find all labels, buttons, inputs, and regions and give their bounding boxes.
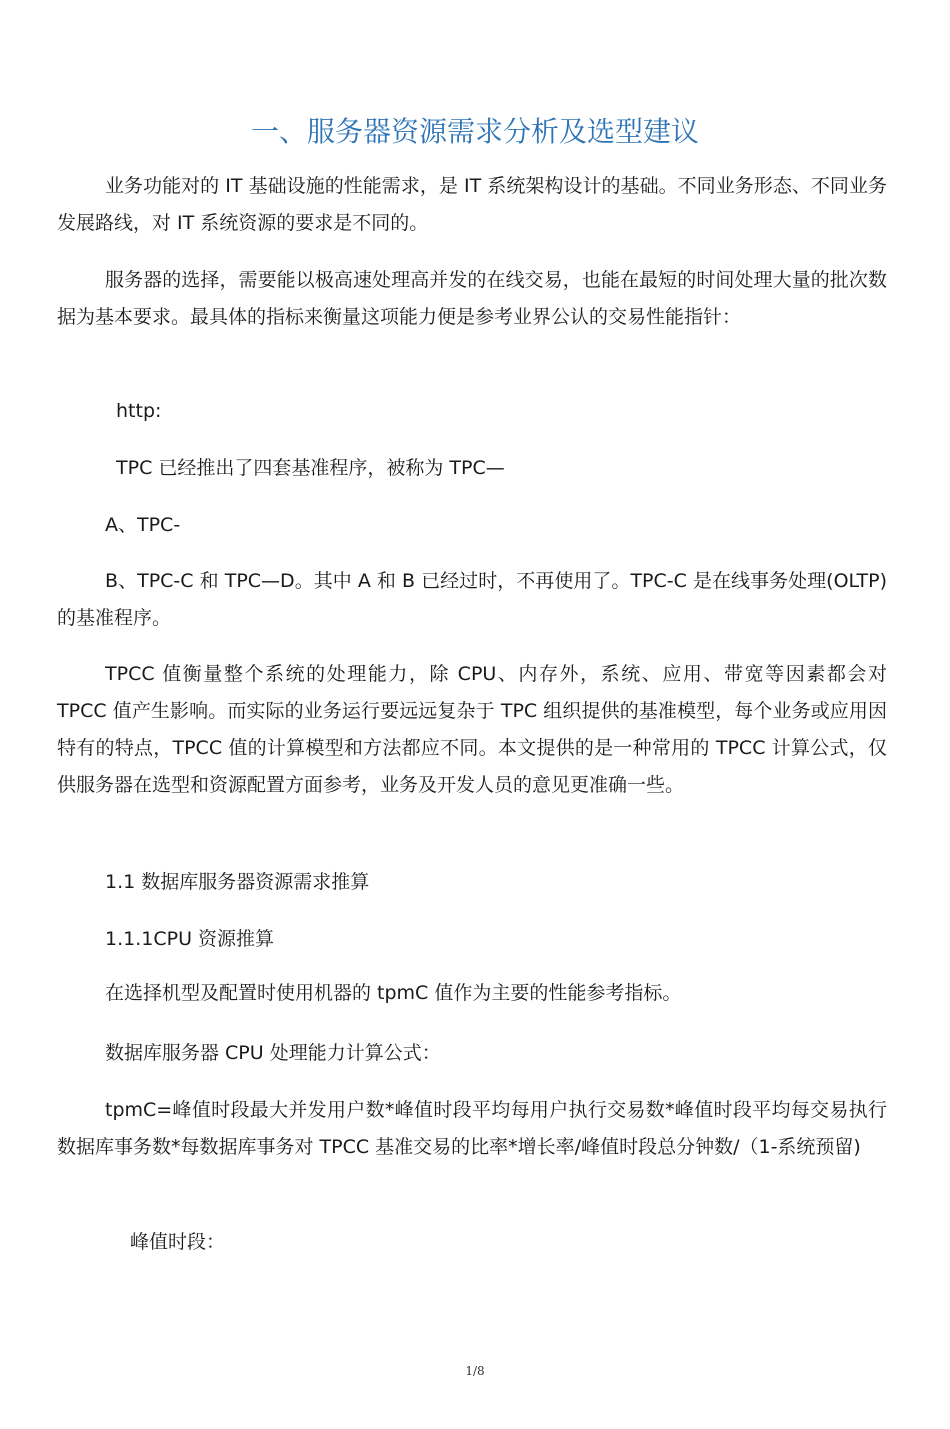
- paragraph-tpcc-description: TPCC 值衡量整个系统的处理能力，除 CPU、内存外，系统、应用、带宽等因素都会对 TPCC 值产生影响。而实际的业务运行要远远复杂于 TPC 组织提供的基准模型，每个业务或应用因特有的特点，TPCC 值的计算模型和方法都应不同。本文提供的是一种常用的 TPCC 计算公式，仅供服务器在选型和资源配置方面参考，业务及开发人员的意见更准确一些。: [57, 663, 887, 796]
- paragraph-tpc-intro: TPC 已经推出了四套基准程序，被称为 TPC—: [116, 457, 505, 479]
- paragraph-tpmc-indicator: 在选择机型及配置时使用机器的 tpmC 值作为主要的性能参考指标。: [105, 982, 682, 1004]
- paragraph-peak-period: 峰值时段：: [130, 1231, 226, 1253]
- paragraph-cpu-formula-label: 数据库服务器 CPU 处理能力计算公式：: [105, 1042, 441, 1064]
- paragraph-tpc-a: A、TPC-: [105, 514, 181, 536]
- paragraph-tpmc-formula: tpmC=峰值时段最大并发用户数*峰值时段平均每用户执行交易数*峰值时段平均每交易执行数据库事务数*每数据库事务对 TPCC 基准交易的比率*增长率/峰值时段总分钟数/（1-系统预留): [57, 1099, 887, 1158]
- heading-1-1: 1.1 数据库服务器资源需求推算: [105, 871, 370, 893]
- section-title: 一、服务器资源需求分析及选型建议: [250, 115, 699, 148]
- paragraph-it-infrastructure: 业务功能对的 IT 基础设施的性能需求，是 IT 系统架构设计的基础。不同业务形态、不同业务发展路线，对 IT 系统资源的要求是不同的。: [57, 175, 887, 234]
- heading-1-1-1: 1.1.1CPU 资源推算: [105, 928, 275, 950]
- paragraph-http: http:: [116, 400, 162, 422]
- paragraph-server-selection: 服务器的选择，需要能以极高速处理高并发的在线交易，也能在最短的时间处理大量的批次数据为基本要求。最具体的指标来衡量这项能力便是参考业界公认的交易性能指针：: [57, 269, 887, 328]
- page-number: 1/8: [465, 1364, 485, 1378]
- paragraph-tpc-b-c-d: B、TPC-C 和 TPC—D。其中 A 和 B 已经过时，不再使用了。TPC-C 是在线事务处理(OLTP)的基准程序。: [57, 570, 887, 629]
